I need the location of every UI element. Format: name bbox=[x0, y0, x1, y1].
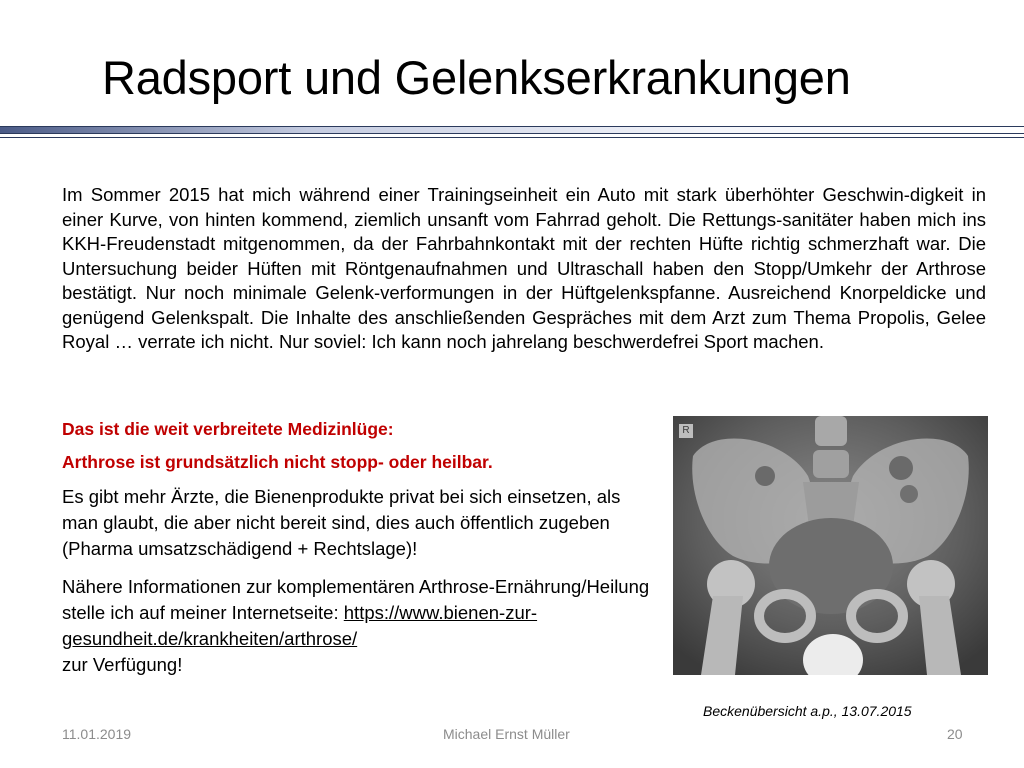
xray-side-marker: R bbox=[679, 424, 693, 438]
website-link[interactable]: https://www.bienen-zur-gesundheit.de/krankheiten/arthrose/ bbox=[62, 602, 538, 649]
slide-title: Radsport und Gelenkserkrankungen bbox=[102, 51, 851, 104]
info-paragraph bbox=[62, 574, 652, 678]
intro-paragraph: Im Sommer 2015 hat mich während einer Trainingseinheit ein Auto mit stark überhöhter Geschwin-digkeit in einer Kurve, von hinten kommend, ziemlich unsanft vom Fahrrad geholt. Die Rettungs-sanitäter haben mich ins KKH-Freudenstadt mitgenommen, da der Fahrbahnkontakt mit der rechten Hüfte richtig schmerzhaft war. Die Untersuchung beider Hüften mit Röntgenaufnahmen und Ultraschall haben den Stopp/Umkehr der Arthrose bestätigt. Nur noch minimale Gelenk-verformungen in der Hüftgelenkspfanne. Ausreichend Knorpeldicke und genügend Gelenkspalt. Die Inhalte des anschließenden Gespräches mit dem Arzt zum Thema Propolis, Gelee Royal … verrate ich nicht. Nur soviel: Ich kann noch jahrelang beschwerdefrei Sport machen. bbox=[62, 184, 986, 352]
footer-page-number: 20 bbox=[947, 726, 963, 742]
pelvis-xray-image bbox=[673, 416, 988, 675]
pelvis-xray-graphic bbox=[673, 416, 988, 675]
title-divider-bar bbox=[0, 126, 1024, 134]
footer-date: 11.01.2019 bbox=[62, 726, 132, 742]
info-paragraph-closing: zur Verfügung! bbox=[62, 654, 183, 675]
title-divider-line bbox=[0, 137, 1024, 138]
doctors-paragraph: Es gibt mehr Ärzte, die Bienenprodukte privat bei sich einsetzen, als man glaubt, die aber nicht bereit sind, dies auch öffentlich zugeben (Pharma umsatzschädigend + Rechtslage)! bbox=[62, 486, 621, 559]
footer-author: Michael Ernst Müller bbox=[443, 726, 570, 742]
highlight-line-1: Das ist die weit verbreitete Medizinlüge: bbox=[62, 419, 394, 439]
highlight-line-2: Arthrose ist grundsätzlich nicht stopp- oder heilbar. bbox=[62, 452, 493, 472]
xray-caption: Beckenübersicht a.p., 13.07.2015 bbox=[703, 703, 912, 719]
info-paragraph-text: Nähere Informationen zur komplementären Arthrose-Ernährung/Heilung stelle ich auf meiner Internetseite: bbox=[62, 576, 650, 623]
title-divider bbox=[0, 124, 1024, 140]
